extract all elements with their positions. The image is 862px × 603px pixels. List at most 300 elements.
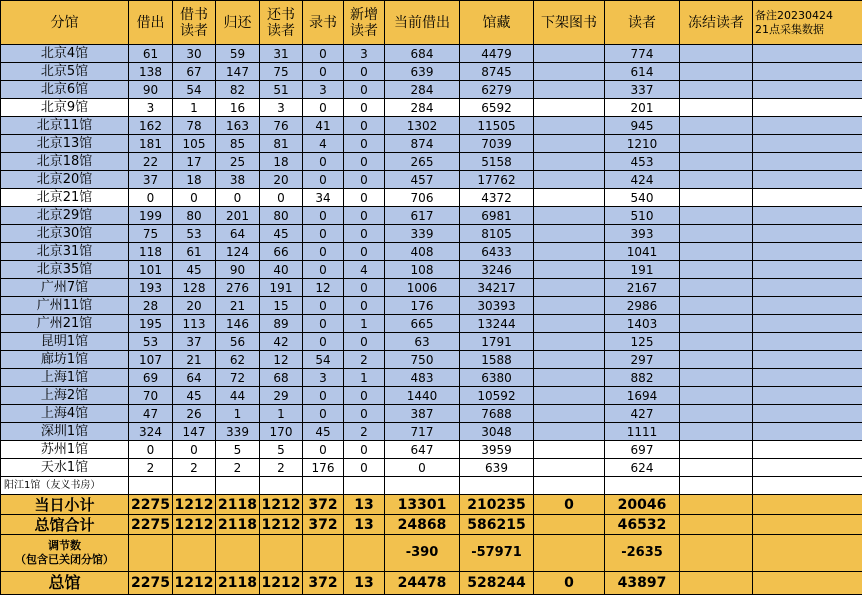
cell-new-readers[interactable]: 0 — [344, 243, 385, 261]
header-borrow[interactable]: 借出 — [129, 1, 173, 45]
cell-current-borrowed[interactable]: 684 — [385, 45, 460, 63]
cell-catalog[interactable]: 0 — [303, 207, 344, 225]
cell-readers[interactable]: 774 — [605, 45, 680, 63]
cell-borrow[interactable]: 162 — [129, 117, 173, 135]
cell-readers[interactable]: 424 — [605, 171, 680, 189]
cell-return[interactable]: 163 — [216, 117, 260, 135]
cell-current-borrowed[interactable]: 284 — [385, 81, 460, 99]
cell-offshelf[interactable] — [534, 135, 605, 153]
cell-offshelf[interactable] — [534, 387, 605, 405]
cell-borrow-readers[interactable]: 113 — [173, 315, 216, 333]
total-sum-label[interactable]: 总馆合计 — [1, 515, 129, 535]
cell-catalog[interactable]: 0 — [303, 45, 344, 63]
cell-frozen-readers[interactable] — [680, 153, 753, 171]
cell-readers[interactable]: 191 — [605, 261, 680, 279]
cell-offshelf[interactable] — [534, 423, 605, 441]
cell-branch-name[interactable]: 苏州1馆 — [1, 441, 129, 459]
cell-new-readers[interactable]: 2 — [344, 423, 385, 441]
cell-note[interactable] — [753, 369, 862, 387]
cell-return[interactable]: 21 — [216, 297, 260, 315]
cell-return-readers[interactable]: 89 — [260, 315, 303, 333]
cell-borrow[interactable]: 3 — [129, 99, 173, 117]
cell-readers[interactable]: 201 — [605, 99, 680, 117]
cell-offshelf[interactable] — [534, 441, 605, 459]
cell-borrow[interactable]: 0 — [129, 189, 173, 207]
adjustment-return-readers[interactable] — [260, 535, 303, 572]
cell-current-borrowed[interactable]: 108 — [385, 261, 460, 279]
cell-branch-name[interactable]: 上海4馆 — [1, 405, 129, 423]
daily-subtotal-note[interactable] — [753, 495, 862, 515]
cell-frozen-readers[interactable] — [680, 99, 753, 117]
cell-borrow-readers[interactable]: 37 — [173, 333, 216, 351]
cell-note[interactable] — [753, 315, 862, 333]
cell-readers[interactable]: 614 — [605, 63, 680, 81]
grand-total-offshelf[interactable]: 0 — [534, 572, 605, 595]
cell-borrow-readers[interactable]: 64 — [173, 369, 216, 387]
adjustment-borrow-readers[interactable] — [173, 535, 216, 572]
cell-new-readers[interactable]: 0 — [344, 63, 385, 81]
total-sum-borrow[interactable]: 2275 — [129, 515, 173, 535]
cell-return[interactable]: 82 — [216, 81, 260, 99]
total-sum-return-readers[interactable]: 1212 — [260, 515, 303, 535]
cell-new-readers[interactable]: 0 — [344, 189, 385, 207]
cell-frozen-readers[interactable] — [680, 189, 753, 207]
header-note[interactable] — [753, 1, 862, 45]
cell-catalog[interactable]: 3 — [303, 81, 344, 99]
cell[interactable] — [303, 477, 344, 495]
cell-borrow-readers[interactable]: 21 — [173, 351, 216, 369]
total-sum-current[interactable]: 24868 — [385, 515, 460, 535]
cell[interactable] — [129, 477, 173, 495]
cell-current-borrowed[interactable]: 647 — [385, 441, 460, 459]
daily-subtotal-current[interactable]: 13301 — [385, 495, 460, 515]
cell-frozen-readers[interactable] — [680, 45, 753, 63]
grand-total-return[interactable]: 2118 — [216, 572, 260, 595]
cell-current-borrowed[interactable]: 1440 — [385, 387, 460, 405]
cell-frozen-readers[interactable] — [680, 351, 753, 369]
cell-note[interactable] — [753, 207, 862, 225]
cell-return-readers[interactable]: 12 — [260, 351, 303, 369]
cell-holdings[interactable]: 3048 — [460, 423, 534, 441]
cell-branch-name[interactable]: 北京18馆 — [1, 153, 129, 171]
header-frozen-readers[interactable]: 冻结读者 — [680, 1, 753, 45]
cell-borrow-readers[interactable]: 45 — [173, 261, 216, 279]
cell-catalog[interactable]: 3 — [303, 369, 344, 387]
cell-return[interactable]: 25 — [216, 153, 260, 171]
cell-frozen-readers[interactable] — [680, 459, 753, 477]
cell-offshelf[interactable] — [534, 315, 605, 333]
total-sum-offshelf[interactable] — [534, 515, 605, 535]
cell-frozen-readers[interactable] — [680, 315, 753, 333]
cell-borrow[interactable]: 22 — [129, 153, 173, 171]
daily-subtotal-readers[interactable]: 20046 — [605, 495, 680, 515]
cell-new-readers[interactable]: 0 — [344, 135, 385, 153]
cell-branch-name[interactable]: 北京20馆 — [1, 171, 129, 189]
cell-new-readers[interactable]: 0 — [344, 333, 385, 351]
cell-return[interactable]: 85 — [216, 135, 260, 153]
cell-return-readers[interactable]: 31 — [260, 45, 303, 63]
cell-return-readers[interactable]: 66 — [260, 243, 303, 261]
adjustment-new-readers[interactable] — [344, 535, 385, 572]
cell-return[interactable]: 0 — [216, 189, 260, 207]
cell-catalog[interactable]: 0 — [303, 243, 344, 261]
cell-catalog[interactable]: 34 — [303, 189, 344, 207]
cell-note[interactable] — [753, 333, 862, 351]
header-return-readers[interactable] — [260, 1, 303, 45]
cell-return[interactable]: 146 — [216, 315, 260, 333]
cell-frozen-readers[interactable] — [680, 369, 753, 387]
cell-note[interactable] — [753, 99, 862, 117]
cell[interactable] — [460, 477, 534, 495]
cell-holdings[interactable]: 6380 — [460, 369, 534, 387]
cell-return[interactable]: 2 — [216, 459, 260, 477]
cell-note[interactable] — [753, 405, 862, 423]
cell-borrow[interactable]: 199 — [129, 207, 173, 225]
cell-note[interactable] — [753, 117, 862, 135]
cell-current-borrowed[interactable]: 617 — [385, 207, 460, 225]
cell-readers[interactable]: 2986 — [605, 297, 680, 315]
cell-borrow-readers[interactable]: 20 — [173, 297, 216, 315]
cell-new-readers[interactable]: 0 — [344, 297, 385, 315]
cell-frozen-readers[interactable] — [680, 279, 753, 297]
cell-return-readers[interactable]: 2 — [260, 459, 303, 477]
cell-offshelf[interactable] — [534, 153, 605, 171]
cell-current-borrowed[interactable]: 874 — [385, 135, 460, 153]
cell-branch-name[interactable]: 北京13馆 — [1, 135, 129, 153]
cell-borrow[interactable]: 75 — [129, 225, 173, 243]
total-sum-new-readers[interactable]: 13 — [344, 515, 385, 535]
cell-holdings[interactable]: 4372 — [460, 189, 534, 207]
cell-return-readers[interactable]: 191 — [260, 279, 303, 297]
cell-borrow-readers[interactable]: 26 — [173, 405, 216, 423]
cell-catalog[interactable]: 41 — [303, 117, 344, 135]
adjustment-current[interactable]: -390 — [385, 535, 460, 572]
cell-holdings[interactable]: 8105 — [460, 225, 534, 243]
cell-return-readers[interactable]: 170 — [260, 423, 303, 441]
cell-return-readers[interactable]: 18 — [260, 153, 303, 171]
cell-return[interactable]: 72 — [216, 369, 260, 387]
cell-new-readers[interactable]: 1 — [344, 369, 385, 387]
cell-branch-name[interactable]: 广州21馆 — [1, 315, 129, 333]
cell-note[interactable] — [753, 189, 862, 207]
cell-new-readers[interactable]: 0 — [344, 387, 385, 405]
adjustment-note[interactable] — [753, 535, 862, 572]
daily-subtotal-return[interactable]: 2118 — [216, 495, 260, 515]
cell-return[interactable]: 44 — [216, 387, 260, 405]
cell-borrow[interactable]: 101 — [129, 261, 173, 279]
cell-readers[interactable]: 393 — [605, 225, 680, 243]
grand-total-current[interactable]: 24478 — [385, 572, 460, 595]
cell-catalog[interactable]: 0 — [303, 441, 344, 459]
cell-borrow-readers[interactable]: 128 — [173, 279, 216, 297]
daily-subtotal-new-readers[interactable]: 13 — [344, 495, 385, 515]
cell-holdings[interactable]: 7039 — [460, 135, 534, 153]
header-return[interactable]: 归还 — [216, 1, 260, 45]
cell-readers[interactable]: 1210 — [605, 135, 680, 153]
cell-current-borrowed[interactable]: 339 — [385, 225, 460, 243]
cell-frozen-readers[interactable] — [680, 63, 753, 81]
cell-branch-name[interactable]: 广州11馆 — [1, 297, 129, 315]
cell-holdings[interactable]: 13244 — [460, 315, 534, 333]
cell-current-borrowed[interactable]: 483 — [385, 369, 460, 387]
cell-new-readers[interactable]: 0 — [344, 459, 385, 477]
cell-return-readers[interactable]: 40 — [260, 261, 303, 279]
cell-borrow-readers[interactable]: 105 — [173, 135, 216, 153]
cell-readers[interactable]: 882 — [605, 369, 680, 387]
cell-borrow[interactable]: 69 — [129, 369, 173, 387]
cell-offshelf[interactable] — [534, 99, 605, 117]
cell-note[interactable] — [753, 279, 862, 297]
grand-total-holdings[interactable]: 528244 — [460, 572, 534, 595]
cell-readers[interactable]: 1694 — [605, 387, 680, 405]
cell-note[interactable] — [753, 423, 862, 441]
cell-holdings[interactable]: 3959 — [460, 441, 534, 459]
cell-offshelf[interactable] — [534, 207, 605, 225]
cell-return[interactable]: 38 — [216, 171, 260, 189]
cell-catalog[interactable]: 45 — [303, 423, 344, 441]
cell-note[interactable] — [753, 171, 862, 189]
cell-new-readers[interactable]: 0 — [344, 99, 385, 117]
cell-note[interactable] — [753, 261, 862, 279]
cell-borrow-readers[interactable]: 78 — [173, 117, 216, 135]
cell-borrow[interactable]: 138 — [129, 63, 173, 81]
cell-new-readers[interactable]: 0 — [344, 153, 385, 171]
cell-return-readers[interactable]: 3 — [260, 99, 303, 117]
cell-frozen-readers[interactable] — [680, 405, 753, 423]
cell-borrow-readers[interactable]: 53 — [173, 225, 216, 243]
cell-current-borrowed[interactable]: 457 — [385, 171, 460, 189]
cell-new-readers[interactable]: 3 — [344, 45, 385, 63]
cell-readers[interactable]: 2167 — [605, 279, 680, 297]
cell-note[interactable] — [753, 153, 862, 171]
cell-branch-name[interactable]: 北京31馆 — [1, 243, 129, 261]
cell-borrow-readers[interactable]: 147 — [173, 423, 216, 441]
cell-current-borrowed[interactable]: 1006 — [385, 279, 460, 297]
total-sum-readers[interactable]: 46532 — [605, 515, 680, 535]
cell-return[interactable]: 147 — [216, 63, 260, 81]
adjustment-offshelf[interactable] — [534, 535, 605, 572]
cell-note[interactable] — [753, 387, 862, 405]
cell-borrow-readers[interactable]: 18 — [173, 171, 216, 189]
cell-holdings[interactable]: 639 — [460, 459, 534, 477]
cell-holdings[interactable]: 6433 — [460, 243, 534, 261]
cell-current-borrowed[interactable]: 665 — [385, 315, 460, 333]
cell[interactable] — [344, 477, 385, 495]
cell-frozen-readers[interactable] — [680, 261, 753, 279]
cell-offshelf[interactable] — [534, 261, 605, 279]
cell-branch-name[interactable]: 上海1馆 — [1, 369, 129, 387]
cell-holdings[interactable]: 5158 — [460, 153, 534, 171]
grand-total-label[interactable]: 总馆 — [1, 572, 129, 595]
cell-note[interactable] — [753, 135, 862, 153]
cell-branch-name[interactable]: 深圳1馆 — [1, 423, 129, 441]
cell-catalog[interactable]: 0 — [303, 225, 344, 243]
cell-new-readers[interactable]: 1 — [344, 315, 385, 333]
header-borrow-readers[interactable] — [173, 1, 216, 45]
cell-borrow[interactable]: 324 — [129, 423, 173, 441]
cell-offshelf[interactable] — [534, 351, 605, 369]
daily-subtotal-catalog[interactable]: 372 — [303, 495, 344, 515]
cell-offshelf[interactable] — [534, 117, 605, 135]
cell-holdings[interactable]: 34217 — [460, 279, 534, 297]
cell-offshelf[interactable] — [534, 459, 605, 477]
cell-frozen-readers[interactable] — [680, 441, 753, 459]
cell-catalog[interactable]: 0 — [303, 387, 344, 405]
cell-current-borrowed[interactable]: 0 — [385, 459, 460, 477]
cell-borrow-readers[interactable]: 30 — [173, 45, 216, 63]
cell-catalog[interactable]: 0 — [303, 405, 344, 423]
cell-return[interactable]: 1 — [216, 405, 260, 423]
cell-note[interactable] — [753, 81, 862, 99]
daily-subtotal-borrow-readers[interactable]: 1212 — [173, 495, 216, 515]
cell-return-readers[interactable]: 1 — [260, 405, 303, 423]
cell-note[interactable] — [753, 297, 862, 315]
cell-borrow[interactable]: 53 — [129, 333, 173, 351]
cell-readers[interactable]: 1403 — [605, 315, 680, 333]
total-sum-note[interactable] — [753, 515, 862, 535]
adjustment-return[interactable] — [216, 535, 260, 572]
cell-offshelf[interactable] — [534, 333, 605, 351]
cell[interactable] — [216, 477, 260, 495]
cell-borrow-readers[interactable]: 67 — [173, 63, 216, 81]
cell-holdings[interactable]: 11505 — [460, 117, 534, 135]
cell-current-borrowed[interactable]: 408 — [385, 243, 460, 261]
cell-holdings[interactable]: 6279 — [460, 81, 534, 99]
cell-new-readers[interactable]: 0 — [344, 225, 385, 243]
cell-return-readers[interactable]: 20 — [260, 171, 303, 189]
cell-readers[interactable]: 624 — [605, 459, 680, 477]
cell-borrow[interactable]: 193 — [129, 279, 173, 297]
grand-total-readers[interactable]: 43897 — [605, 572, 680, 595]
cell-return-readers[interactable]: 15 — [260, 297, 303, 315]
cell-return-readers[interactable]: 76 — [260, 117, 303, 135]
cell-note[interactable] — [753, 441, 862, 459]
cell-return-readers[interactable]: 81 — [260, 135, 303, 153]
cell-borrow[interactable]: 47 — [129, 405, 173, 423]
cell-new-readers[interactable]: 0 — [344, 81, 385, 99]
cell-readers[interactable]: 945 — [605, 117, 680, 135]
cell-holdings[interactable]: 4479 — [460, 45, 534, 63]
cell-return-readers[interactable]: 29 — [260, 387, 303, 405]
cell-readers[interactable]: 297 — [605, 351, 680, 369]
cell-branch-name[interactable]: 北京5馆 — [1, 63, 129, 81]
cell[interactable] — [385, 477, 460, 495]
grand-total-catalog[interactable]: 372 — [303, 572, 344, 595]
cell-frozen-readers[interactable] — [680, 423, 753, 441]
cell-borrow[interactable]: 28 — [129, 297, 173, 315]
cell-return[interactable]: 16 — [216, 99, 260, 117]
adjustment-readers[interactable]: -2635 — [605, 535, 680, 572]
cell-frozen-readers[interactable] — [680, 207, 753, 225]
cell[interactable] — [260, 477, 303, 495]
daily-subtotal-borrow[interactable]: 2275 — [129, 495, 173, 515]
cell-borrow[interactable]: 61 — [129, 45, 173, 63]
cell-offshelf[interactable] — [534, 297, 605, 315]
cell-return-readers[interactable]: 0 — [260, 189, 303, 207]
cell-frozen-readers[interactable] — [680, 117, 753, 135]
cell-branch-name[interactable]: 昆明1馆 — [1, 333, 129, 351]
cell-current-borrowed[interactable]: 639 — [385, 63, 460, 81]
header-current-borrowed[interactable]: 当前借出 — [385, 1, 460, 45]
cell-holdings[interactable]: 10592 — [460, 387, 534, 405]
cell-offshelf[interactable] — [534, 189, 605, 207]
cell-borrow[interactable]: 107 — [129, 351, 173, 369]
cell-borrow-readers[interactable]: 54 — [173, 81, 216, 99]
cell-borrow[interactable]: 2 — [129, 459, 173, 477]
cell-offshelf[interactable] — [534, 243, 605, 261]
cell-readers[interactable]: 125 — [605, 333, 680, 351]
adjustment-frozen[interactable] — [680, 535, 753, 572]
cell-holdings[interactable]: 1588 — [460, 351, 534, 369]
cell-borrow[interactable]: 118 — [129, 243, 173, 261]
cell-new-readers[interactable]: 0 — [344, 279, 385, 297]
header-readers[interactable]: 读者 — [605, 1, 680, 45]
cell-catalog[interactable]: 0 — [303, 333, 344, 351]
cell-readers[interactable]: 453 — [605, 153, 680, 171]
cell[interactable] — [534, 477, 605, 495]
adjustment-borrow[interactable] — [129, 535, 173, 572]
cell-return[interactable]: 56 — [216, 333, 260, 351]
cell-catalog[interactable]: 0 — [303, 63, 344, 81]
cell-return[interactable]: 62 — [216, 351, 260, 369]
cell-readers[interactable]: 427 — [605, 405, 680, 423]
cell-return-readers[interactable]: 5 — [260, 441, 303, 459]
extra-branch-name[interactable]: 阳江1馆（友义书房） — [1, 477, 129, 495]
cell-return[interactable]: 124 — [216, 243, 260, 261]
cell-return-readers[interactable]: 45 — [260, 225, 303, 243]
cell-frozen-readers[interactable] — [680, 387, 753, 405]
cell[interactable] — [753, 477, 862, 495]
cell-current-borrowed[interactable]: 387 — [385, 405, 460, 423]
cell-offshelf[interactable] — [534, 369, 605, 387]
cell-current-borrowed[interactable]: 1302 — [385, 117, 460, 135]
grand-total-borrow[interactable]: 2275 — [129, 572, 173, 595]
cell-catalog[interactable]: 0 — [303, 99, 344, 117]
grand-total-note[interactable] — [753, 572, 862, 595]
cell-return-readers[interactable]: 75 — [260, 63, 303, 81]
cell-catalog[interactable]: 54 — [303, 351, 344, 369]
grand-total-borrow-readers[interactable]: 1212 — [173, 572, 216, 595]
cell-catalog[interactable]: 176 — [303, 459, 344, 477]
cell[interactable] — [605, 477, 680, 495]
cell-catalog[interactable]: 0 — [303, 261, 344, 279]
cell-offshelf[interactable] — [534, 225, 605, 243]
cell-return[interactable]: 201 — [216, 207, 260, 225]
cell-new-readers[interactable]: 4 — [344, 261, 385, 279]
cell-catalog[interactable]: 0 — [303, 171, 344, 189]
cell-note[interactable] — [753, 63, 862, 81]
cell-return[interactable]: 5 — [216, 441, 260, 459]
total-sum-holdings[interactable]: 586215 — [460, 515, 534, 535]
cell-borrow-readers[interactable]: 0 — [173, 189, 216, 207]
cell-branch-name[interactable]: 北京9馆 — [1, 99, 129, 117]
cell-frozen-readers[interactable] — [680, 171, 753, 189]
daily-subtotal-label[interactable]: 当日小计 — [1, 495, 129, 515]
cell-borrow-readers[interactable]: 45 — [173, 387, 216, 405]
cell-branch-name[interactable]: 北京35馆 — [1, 261, 129, 279]
cell-borrow[interactable]: 70 — [129, 387, 173, 405]
cell-branch-name[interactable]: 北京30馆 — [1, 225, 129, 243]
cell-frozen-readers[interactable] — [680, 135, 753, 153]
cell-branch-name[interactable]: 北京21馆 — [1, 189, 129, 207]
cell-current-borrowed[interactable]: 63 — [385, 333, 460, 351]
cell-holdings[interactable]: 6592 — [460, 99, 534, 117]
cell-readers[interactable]: 510 — [605, 207, 680, 225]
grand-total-return-readers[interactable]: 1212 — [260, 572, 303, 595]
cell-borrow-readers[interactable]: 0 — [173, 441, 216, 459]
cell-catalog[interactable]: 0 — [303, 297, 344, 315]
cell-borrow[interactable]: 0 — [129, 441, 173, 459]
